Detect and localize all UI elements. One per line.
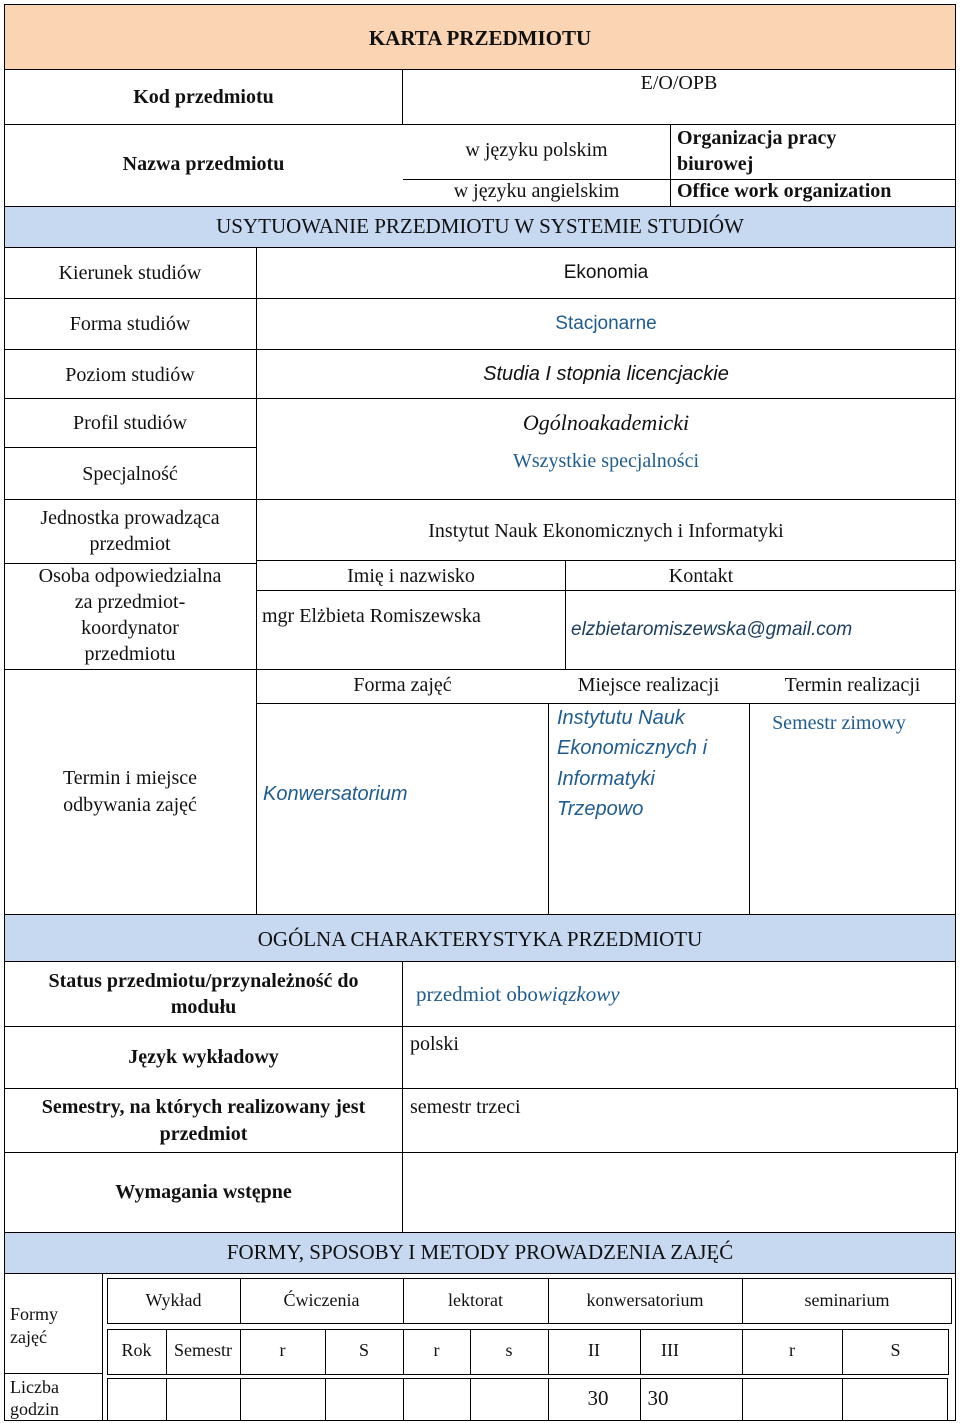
place-line2: Ekonomicznych i <box>557 737 708 759</box>
sub-cw-r: r <box>279 1340 286 1360</box>
sub-lek-s: s <box>505 1340 513 1360</box>
row-value-kierunek: Ekonomia <box>563 262 649 283</box>
org-table <box>4 499 956 915</box>
name-pl-line1: Organizacja pracy <box>677 127 837 149</box>
sub-konw-iii: III <box>661 1340 679 1360</box>
placement-title: USYTUOWANIE PRZEDMIOTU W SYSTEMIE STUDIÓW <box>216 214 744 238</box>
contact-head: Kontakt <box>668 565 734 587</box>
card-title: KARTA PRZEDMIOTU <box>368 26 592 50</box>
row-value-poziom: Studia I stopnia licencjackie <box>483 363 729 385</box>
name-en: Office work organization <box>677 180 892 202</box>
sub-konw-ii: II <box>588 1340 600 1360</box>
row-label-forma: Forma studiów <box>69 313 191 335</box>
type-cwiczenia: Ćwiczenia <box>283 1290 360 1310</box>
row-label-specjalnosc: Specjalność <box>82 463 178 485</box>
row-value-forma: Stacjonarne <box>555 313 657 334</box>
place-line4: Trzepowo <box>557 798 644 820</box>
place-line3: Informatyki <box>557 768 655 790</box>
type-seminarium: seminarium <box>804 1290 890 1310</box>
term-head: Termin realizacji <box>784 674 921 696</box>
lang-value: polski <box>410 1033 459 1055</box>
req-label: Wymagania wstępne <box>115 1181 292 1203</box>
type-wyklad: Wykład <box>145 1290 202 1310</box>
sub-sem-s: S <box>890 1340 901 1360</box>
lang-value-cell <box>402 1026 956 1089</box>
when-label-1: Termin i miejsce <box>62 767 198 789</box>
row-label-profil: Profil studiów <box>73 412 187 434</box>
type-lektorat: lektorat <box>448 1290 503 1310</box>
status-value: przedmiot obowiązkowy <box>416 982 620 1006</box>
unit-label-1: Jednostka prowadząca <box>40 507 220 529</box>
general-title: OGÓLNA CHARAKTERYSTYKA PRZEDMIOTU <box>257 927 703 951</box>
name-label: Nazwa przedmiotu <box>122 153 285 175</box>
row-value-profil: Ogólnoakademicki <box>522 410 690 435</box>
sem-label-2: przedmiot <box>159 1123 248 1145</box>
sub-sem-r: r <box>789 1340 795 1360</box>
when-label-2: odbywania zajęć <box>63 794 197 816</box>
place-head: Miejsce realizacji <box>577 674 720 696</box>
unit-value: Instytut Nauk Ekonomicznych i Informatyki <box>428 520 784 542</box>
sub-cw-s: S <box>358 1340 369 1360</box>
lang-pl-label: w języku polskim <box>465 139 608 161</box>
form-head: Forma zajęć <box>353 674 452 696</box>
hours-konw-ii: 30 <box>587 1386 609 1410</box>
status-label-1: Status przedmiotu/przynależność do <box>48 970 359 992</box>
forms-title: FORMY, SPOSOBY I METODY PROWADZENIA ZAJĘĆ <box>226 1240 734 1264</box>
sem-label-1: Semestry, na których realizowany jest <box>41 1096 366 1118</box>
type-konwersatorium: konwersatorium <box>586 1290 704 1310</box>
place-line1: Instytutu Nauk <box>557 707 685 729</box>
sem-value: semestr trzeci <box>410 1096 521 1118</box>
name-pl-line2: biurowej <box>677 153 754 175</box>
sub-lek-r: r <box>433 1340 440 1360</box>
coord-label-4: przedmiotu <box>84 643 176 665</box>
row-label-kierunek: Kierunek studiów <box>58 262 202 284</box>
hours-label-1: Liczba <box>10 1377 59 1397</box>
coord-label-3: koordynator <box>81 617 179 639</box>
forms-row-label-1: Formy <box>10 1304 59 1324</box>
row-value-specjalnosc: Wszystkie specjalności <box>512 450 700 472</box>
hours-row <box>107 1378 948 1421</box>
lang-en-label: w języku angielskim <box>453 180 620 202</box>
coord-name: mgr Elżbieta Romiszewska <box>262 605 481 627</box>
sub-semestr: Semestr <box>174 1340 232 1360</box>
req-value-cell <box>402 1152 956 1233</box>
form-value: Konwersatorium <box>263 783 408 805</box>
term-value: Semestr zimowy <box>772 712 906 734</box>
unit-label-2: przedmiot <box>89 533 171 555</box>
status-label-2: modułu <box>170 996 237 1018</box>
code-label: Kod przedmiotu <box>133 86 274 108</box>
code-value: E/O/OPB <box>640 72 718 94</box>
name-head: Imię i nazwisko <box>347 565 475 587</box>
coord-email[interactable]: elzbietaromiszewska@gmail.com <box>571 619 853 640</box>
lang-label: Język wykładowy <box>128 1046 279 1068</box>
row-label-poziom: Poziom studiów <box>65 364 195 386</box>
coord-label-2: za przedmiot- <box>74 591 186 613</box>
hours-label-2: godzin <box>10 1399 59 1419</box>
coord-label-1: Osoba odpowiedzialna <box>38 565 222 587</box>
sub-rok: Rok <box>121 1340 152 1360</box>
forms-row-label-2: zajęć <box>10 1327 47 1347</box>
hours-konw-iii: 30 <box>647 1386 669 1410</box>
